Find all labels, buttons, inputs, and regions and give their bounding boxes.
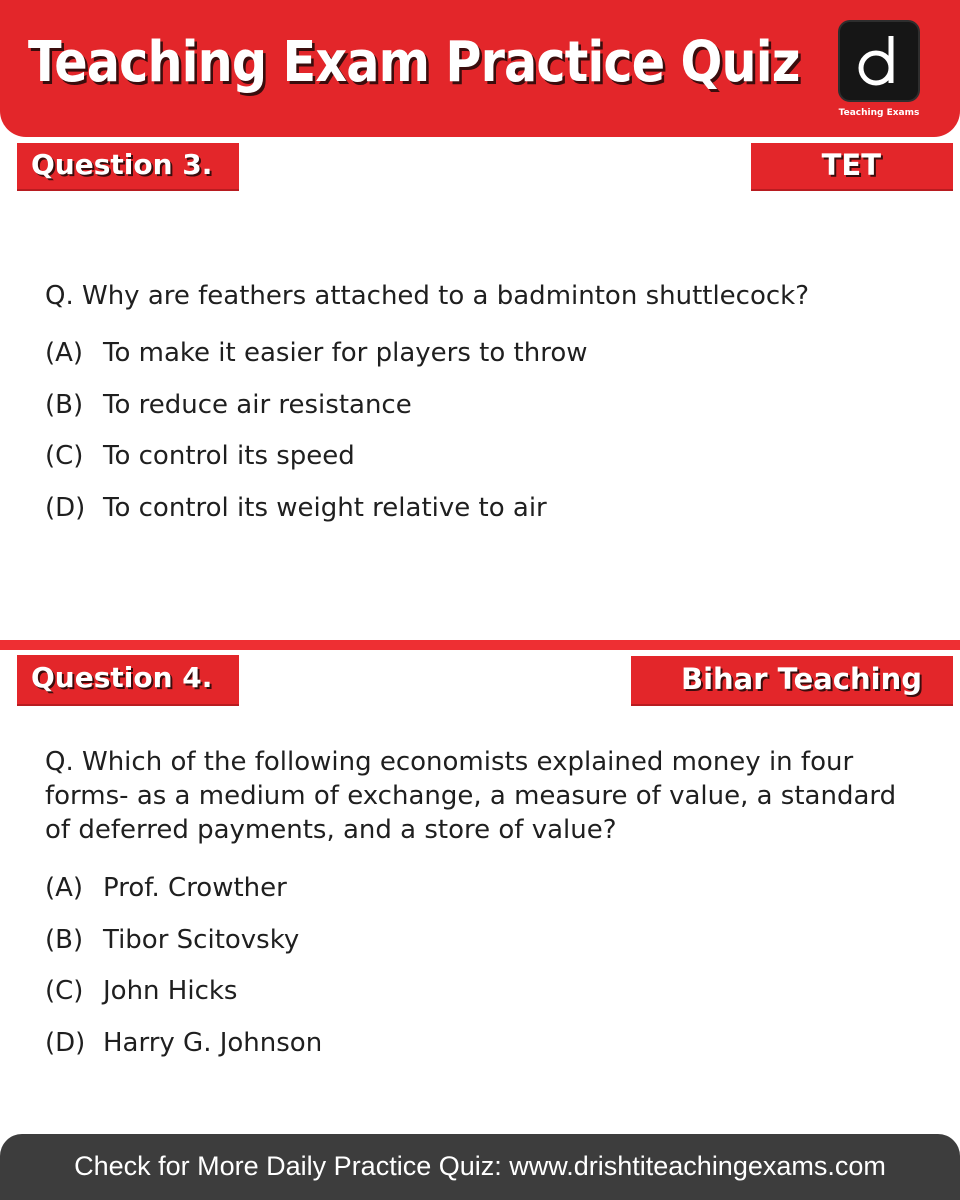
option-d [45,1026,322,1060]
section-divider [0,640,960,650]
option-letter: (C) [45,441,84,471]
option-text: To make it easier for players to throw [103,338,588,368]
option-letter: (D) [45,1028,86,1058]
footer-text: Check for More Daily Practice Quiz: www.drishtiteachingexams.com [74,1151,886,1181]
letter-d-logo-icon [840,22,918,100]
option-text: John Hicks [103,976,238,1006]
logo-caption: Teaching Exams [838,108,920,118]
option-letter: (B) [45,925,84,955]
option-letter: (D) [45,493,86,523]
option-c [45,974,237,1008]
option-a [45,871,287,905]
option-b [45,923,299,957]
option-text: Prof. Crowther [103,873,287,903]
option-letter: (C) [45,976,84,1006]
question-number: Question 4. [31,661,213,694]
exam-tag [631,656,953,704]
question-number-tag [17,655,239,704]
option-a [45,336,588,370]
option-text: Tibor Scitovsky [103,925,300,955]
drishti-logo [838,20,920,102]
option-b [45,388,412,422]
footer-banner [0,1134,960,1200]
header-banner [0,0,960,137]
option-letter: (B) [45,390,84,420]
option-text: To reduce air resistance [103,390,412,420]
exam-name: TET [821,148,881,182]
option-letter: (A) [45,873,84,903]
question-number: Question 3. [31,148,213,181]
question-text: Q. Why are feathers attached to a badminton shuttlecock? [45,281,810,311]
option-text: Harry G. Johnson [103,1028,323,1058]
option-text: To control its speed [103,441,355,471]
exam-tag [751,143,953,189]
page-title: Teaching Exam Practice Quiz [28,30,800,95]
option-text: To control its weight relative to air [103,493,547,523]
option-letter: (A) [45,338,84,368]
question-number-tag [17,143,239,189]
exam-name: Bihar Teaching [680,662,922,696]
option-c [45,439,355,473]
question-text: Q. Which of the following economists explained money in four forms- as a medium of exchange, a measure of value, a standard of deferred payments, and a store of value? [45,747,897,845]
option-d [45,491,547,525]
